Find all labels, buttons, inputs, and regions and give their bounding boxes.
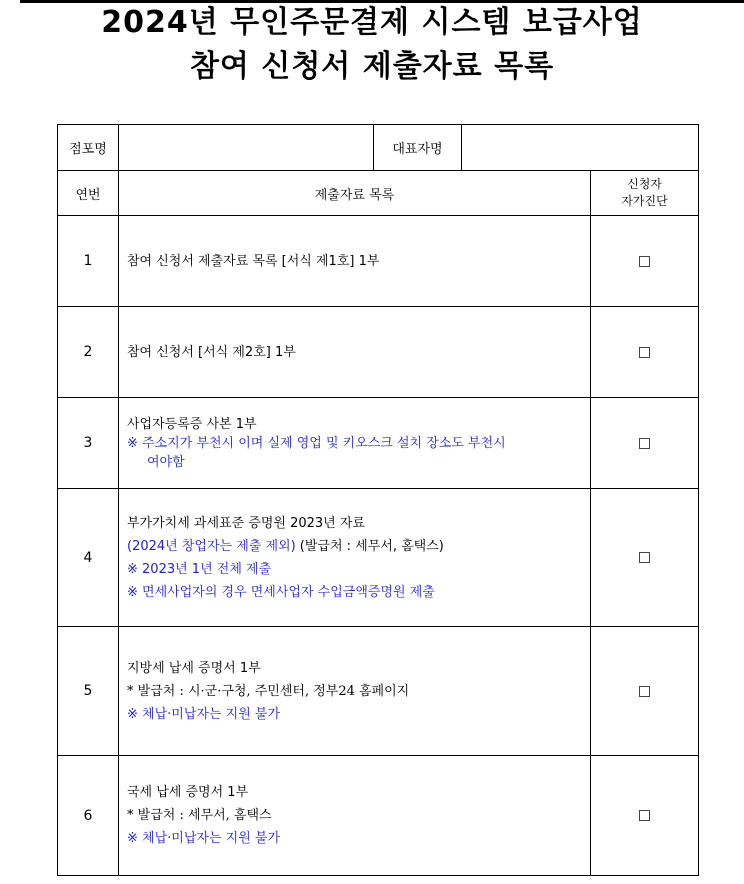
table-row [58,489,699,627]
checkbox[interactable] [639,686,650,697]
item-note: ※ 체납·미납자는 지원 불가 [127,706,281,722]
row-content [119,489,591,627]
exclusion-note: (2024년 창업자는 제출 제외) [127,538,296,554]
representative-field[interactable] [462,125,699,171]
checkbox[interactable] [639,552,650,563]
row-number: 6 [58,756,119,876]
self-check-cell[interactable] [591,756,699,876]
row-content [119,398,591,489]
row-content [119,216,591,307]
row-content [119,627,591,756]
store-name-field[interactable] [119,125,374,171]
document-title: 2024년 무인주문결제 시스템 보급사업 [101,5,643,40]
top-rule [20,0,744,3]
item-note: ※ 체납·미납자는 지원 불가 [127,831,281,846]
issuer-note: * 발급처 : 시·군·구청, 주민센터, 정부24 홈페이지 [127,683,410,699]
self-check-cell[interactable] [591,489,699,627]
row-number: 5 [58,627,119,756]
self-check-cell[interactable] [591,216,699,307]
table-row [58,398,699,489]
column-header-row [58,171,699,216]
row-content [119,307,591,398]
self-check-cell[interactable] [591,307,699,398]
row-number: 2 [58,307,119,398]
item-title: 사업자등록증 사본 1부 [127,416,257,432]
item-title: 참여 신청서 [서식 제2호] 1부 [127,344,296,360]
item-note: ※ 주소지가 부천시 이며 실제 영업 및 키오스크 설치 장소도 부천시 [127,435,506,451]
col-header-list: 제출자료 목록 [119,171,591,216]
row-content [119,756,591,876]
col-header-self-check [591,171,699,216]
checkbox[interactable] [639,810,650,821]
submission-table [57,124,699,876]
self-check-cell[interactable] [591,398,699,489]
item-note: ※ 2023년 1년 전체 제출 [127,561,272,577]
item-title: 부가가치세 과세표준 증명원 2023년 자료 [127,515,365,531]
item-title: 국세 납세 증명서 1부 [127,785,249,800]
row-number: 3 [58,398,119,489]
table-row [58,627,699,756]
issuer-note: * 발급처 : 세무서, 홈택스 [127,808,272,823]
table-row [58,216,699,307]
checkbox[interactable] [639,438,650,449]
item-note: 여야함 [147,454,185,470]
row-number: 4 [58,489,119,627]
store-name-label: 점포명 [58,125,119,171]
store-info-row [58,125,699,171]
item-title: 지방세 납세 증명서 1부 [127,660,261,676]
checkbox[interactable] [639,256,650,267]
row-number: 1 [58,216,119,307]
item-subline [127,535,582,558]
self-check-line2: 자가진단 [621,194,668,208]
col-header-no: 연번 [58,171,119,216]
checkbox[interactable] [639,347,650,358]
table-row [58,756,699,876]
self-check-cell[interactable] [591,627,699,756]
representative-label: 대표자명 [374,125,462,171]
self-check-line1: 신청자 [627,177,662,191]
item-title: 참여 신청서 제출자료 목록 [서식 제1호] 1부 [127,253,380,269]
table-row [58,307,699,398]
issuer-note: (발급처 : 세무서, 홈택스) [295,538,444,554]
document-subtitle: 참여 신청서 제출자료 목록 [189,49,555,84]
item-note: ※ 면세사업자의 경우 면세사업자 수입금액증명원 제출 [127,584,435,600]
